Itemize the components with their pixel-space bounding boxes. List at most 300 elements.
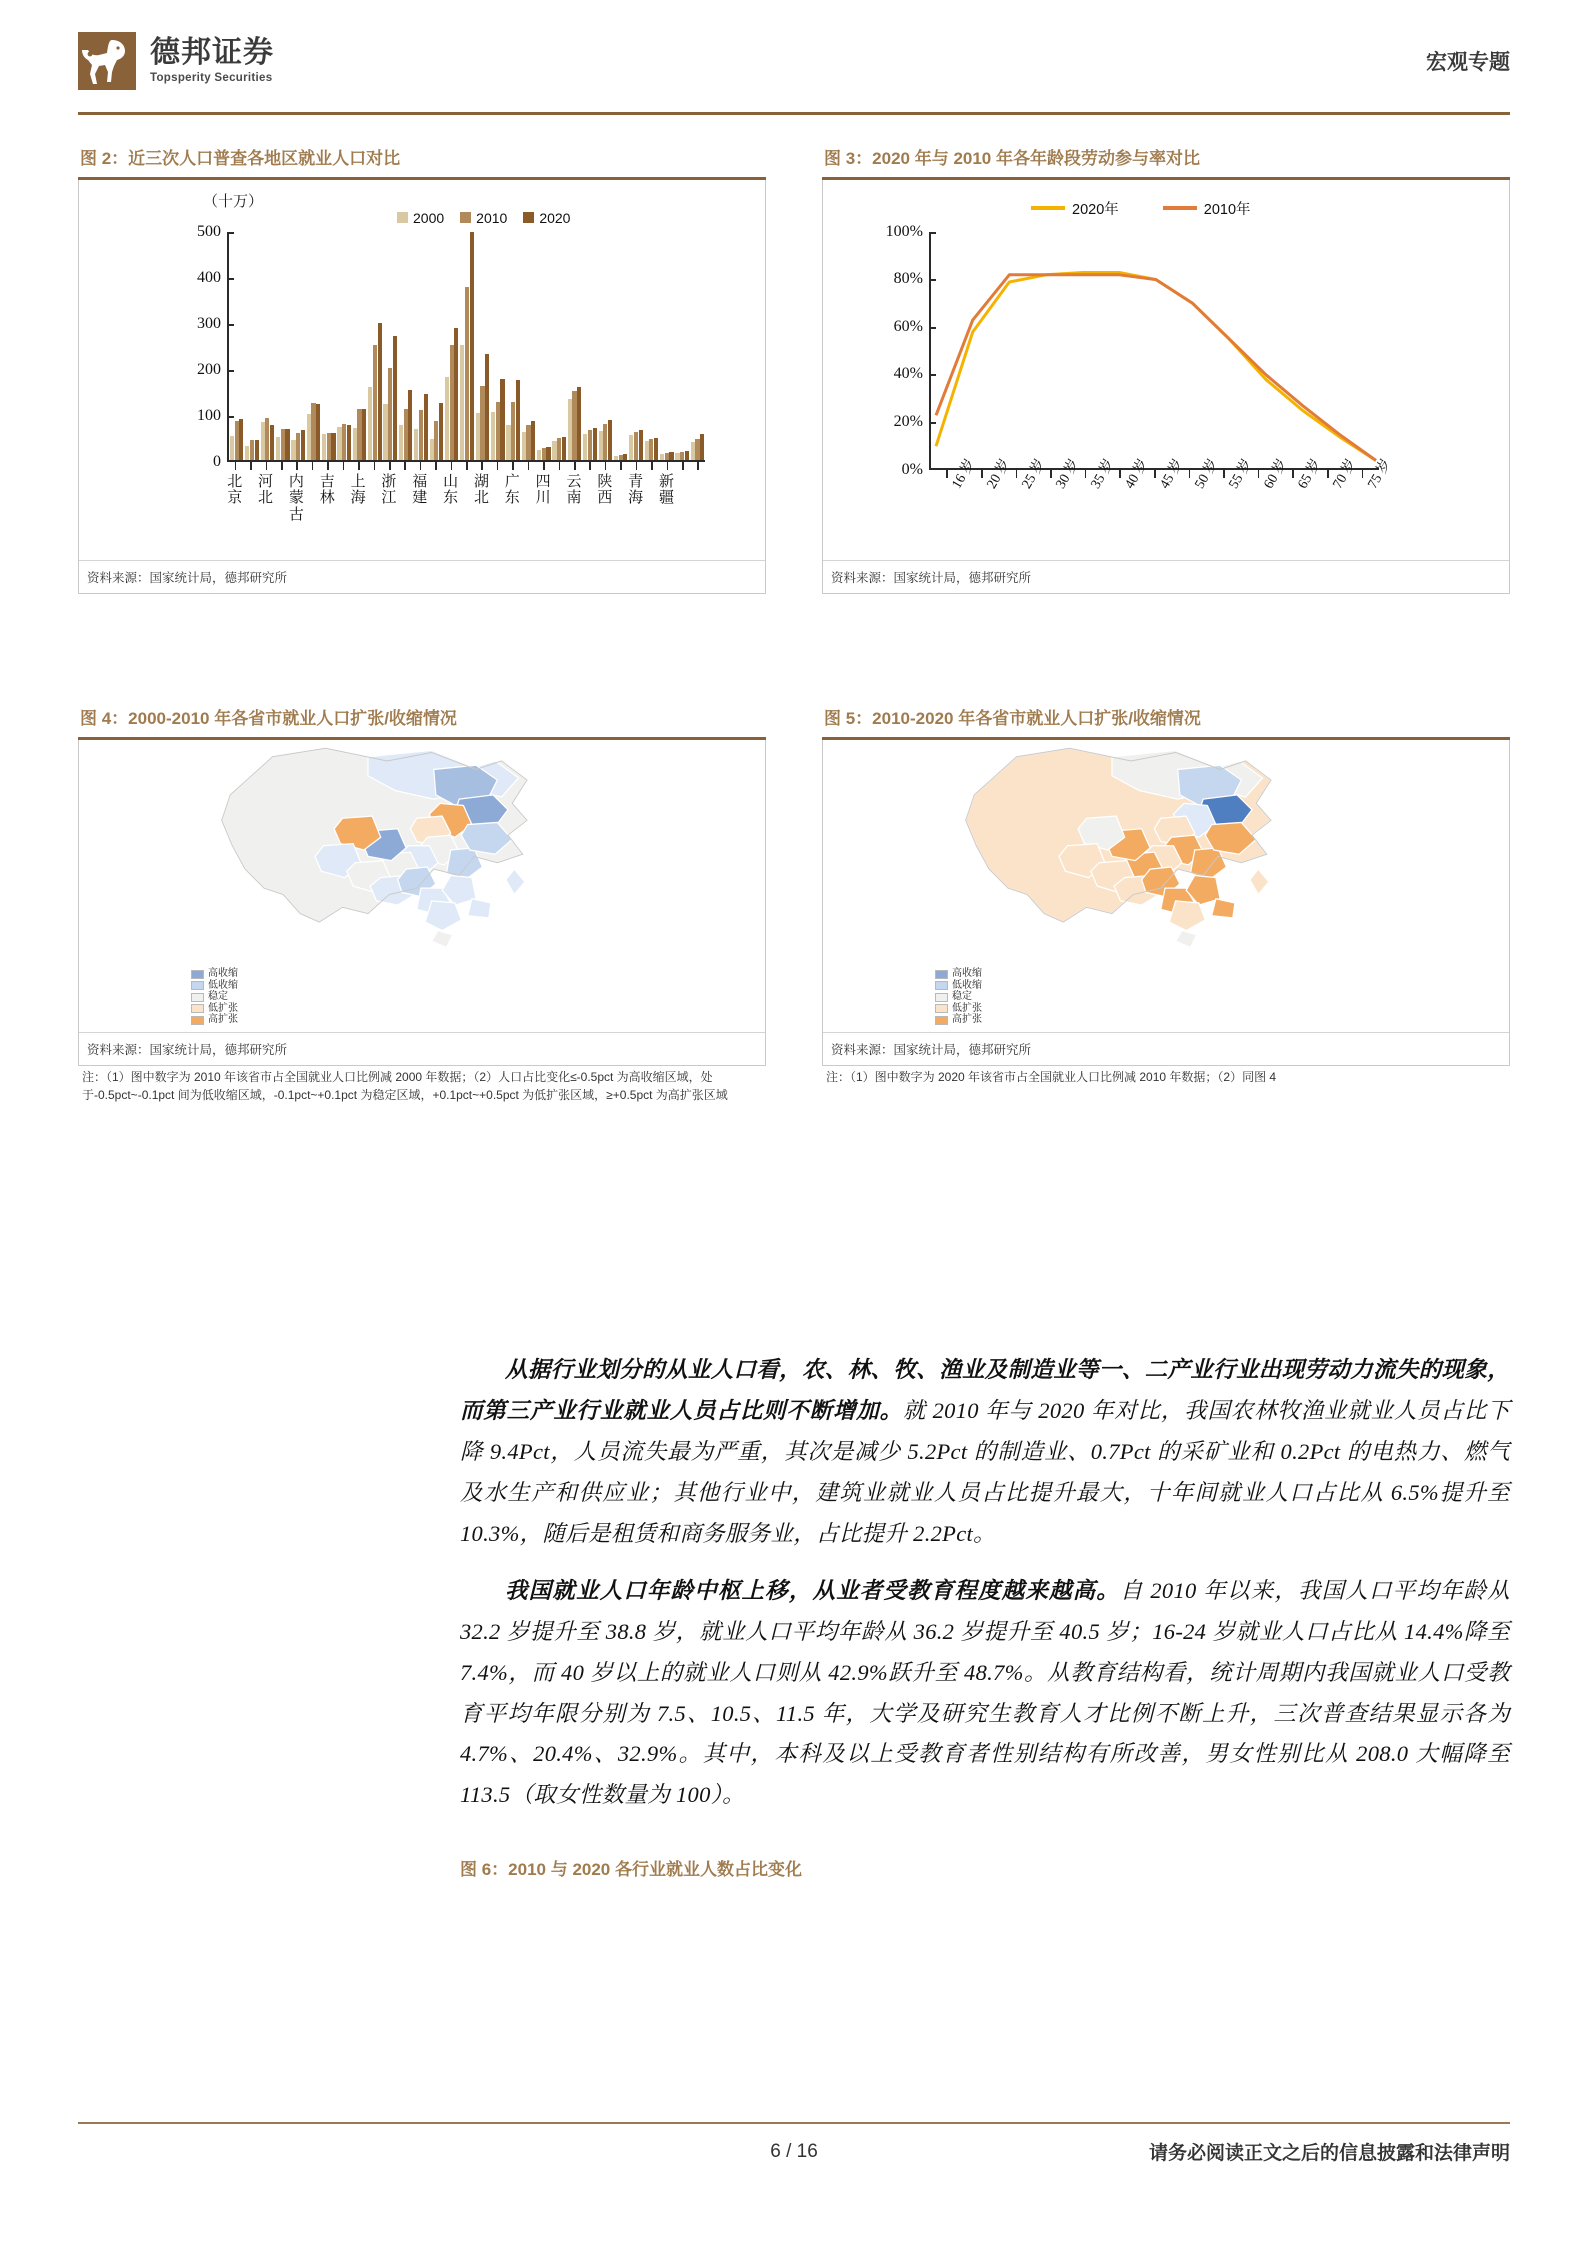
map-legend-label: 低收缩	[208, 979, 238, 991]
map-legend-swatch-icon	[935, 981, 948, 990]
bar-x-label-char: 南	[566, 490, 582, 507]
map-legend-fig5	[935, 969, 982, 1026]
bar-2020	[285, 429, 289, 459]
bar-x-tick	[273, 462, 288, 470]
bar-2000	[291, 440, 295, 459]
bar-2020	[331, 433, 335, 460]
bar-x-tick	[628, 462, 643, 470]
bar-2000	[629, 435, 633, 460]
bar-2020	[531, 421, 535, 460]
bar-x-tick	[474, 462, 489, 470]
bar-2000	[368, 387, 372, 460]
bar-2020	[608, 420, 612, 460]
bar-x-label-slot	[227, 474, 242, 524]
map-legend-label: 高收缩	[952, 968, 982, 979]
bar-y-tick-label: 100	[197, 406, 221, 424]
bar-group	[352, 232, 367, 460]
bar-2020	[562, 437, 566, 460]
line-y-tick-label: 0%	[901, 460, 923, 478]
legend-swatch-icon	[397, 212, 408, 223]
bar-group	[659, 232, 674, 460]
bar-2000	[645, 441, 649, 459]
map-legend-item	[935, 969, 982, 980]
bar-x-label-char: 内	[288, 473, 304, 490]
bar-x-tick	[427, 462, 442, 470]
page-header	[78, 22, 1510, 100]
bar-2020	[255, 440, 259, 460]
bar-group	[383, 232, 398, 460]
map-legend-swatch-icon	[191, 970, 204, 979]
bar-2000	[353, 428, 357, 459]
bar-y-tick-label: 0	[213, 452, 221, 470]
paragraph-1-lead: 从据行业划分的从业人口看，农、林、牧、渔业及制造业等一、二产业行业出现劳动力流失的现象，而第三产业行业就业人员占比则不断增加。	[460, 1357, 1510, 1423]
figure-5-source: 资料来源：国家统计局，德邦研究所	[823, 1032, 1509, 1065]
bar-chart-fig2	[79, 180, 765, 560]
bar-2020	[454, 328, 458, 460]
bar-x-tick	[227, 462, 242, 470]
bar-x-label-char: 上	[350, 473, 366, 490]
bar-x-label-slot	[289, 474, 304, 524]
bar-group	[644, 232, 659, 460]
bar-2010	[680, 452, 684, 459]
line-chart-x-axis-labels	[929, 456, 1394, 542]
bar-x-tick	[597, 462, 612, 470]
bar-2020	[593, 428, 597, 459]
bar-2000	[245, 446, 249, 460]
bar-group	[598, 232, 613, 460]
bar-chart-series-groups	[229, 232, 705, 460]
bar-2020	[639, 430, 643, 459]
map-legend-swatch-icon	[935, 993, 948, 1002]
bar-2020	[316, 404, 320, 459]
bar-2010	[434, 421, 438, 459]
brand-name-cn: 德邦证券	[150, 35, 274, 69]
bar-group	[306, 232, 321, 460]
bar-group	[552, 232, 567, 460]
bar-2020	[408, 390, 412, 460]
bar-x-label-slot	[489, 474, 504, 524]
bar-x-label-slot	[304, 474, 319, 524]
bar-2000	[307, 414, 311, 459]
bar-group	[459, 232, 474, 460]
bar-x-label-slot	[443, 474, 458, 524]
figure-5-title: 图 5：2010-2020 年各省市就业人口扩张/收缩情况	[824, 709, 1201, 728]
map-legend-item	[935, 1004, 982, 1015]
bar-x-tick	[412, 462, 427, 470]
bar-x-label-slot	[350, 474, 365, 524]
bar-x-label-char: 福	[412, 473, 428, 490]
map-legend-swatch-icon	[935, 1004, 948, 1013]
figure-2	[78, 140, 766, 594]
figure-2-body	[78, 180, 766, 594]
bar-chart-x-axis-labels	[227, 474, 705, 524]
bar-x-tick	[551, 462, 566, 470]
bar-2020	[654, 438, 658, 459]
bar-x-label-char: 蒙	[288, 490, 304, 507]
bar-x-label-slot	[458, 474, 473, 524]
bar-2000	[276, 437, 280, 460]
bar-2010	[373, 345, 377, 460]
bar-x-label-slot	[242, 474, 257, 524]
line-series-2010年	[936, 274, 1376, 460]
bar-group	[321, 232, 336, 460]
bar-x-label-slot	[381, 474, 396, 524]
bar-x-tick	[520, 462, 535, 470]
china-map-svg-fig5	[823, 740, 1511, 1032]
bar-legend-item-2010	[460, 210, 507, 226]
bar-2010	[588, 430, 592, 459]
bar-x-tick	[674, 462, 689, 470]
bar-legend-item-2000	[397, 210, 444, 226]
bar-x-label-char: 广	[504, 473, 520, 490]
bar-x-tick	[289, 462, 304, 470]
bar-2010	[649, 439, 653, 459]
bar-x-label-slot	[320, 474, 335, 524]
bar-x-tick	[242, 462, 257, 470]
line-x-tick-label: 50 岁	[1192, 456, 1221, 491]
line-x-label-slot	[929, 456, 979, 542]
map-legend-item	[191, 1015, 238, 1026]
bar-2010	[250, 440, 254, 459]
bar-2020	[378, 323, 382, 459]
bar-x-tick	[505, 462, 520, 470]
bar-y-tick-label: 200	[197, 360, 221, 378]
bar-2010	[619, 455, 623, 460]
bar-2000	[614, 456, 618, 460]
bar-group	[275, 232, 290, 460]
map-legend-label: 高收缩	[208, 968, 238, 979]
leopard-logo-icon	[78, 32, 136, 90]
bar-2000	[537, 450, 541, 459]
legend-line-icon	[1163, 206, 1197, 210]
footer-divider	[78, 2122, 1510, 2124]
bar-2000	[599, 431, 603, 460]
bar-x-label-slot	[412, 474, 427, 524]
bar-2020	[685, 451, 689, 459]
bar-x-label-slot	[582, 474, 597, 524]
bar-x-tick	[366, 462, 381, 470]
bar-2020	[393, 336, 397, 459]
line-x-tick-label: 20 岁	[984, 456, 1014, 491]
bar-group	[690, 232, 705, 460]
bar-2010	[265, 418, 269, 459]
bar-x-label-char: 江	[381, 490, 397, 507]
bar-2010	[281, 429, 285, 460]
bar-x-tick	[566, 462, 581, 470]
bar-x-label-slot	[628, 474, 643, 524]
map-legend-swatch-icon	[935, 1016, 948, 1025]
bar-group	[337, 232, 352, 460]
legend-label: 2020	[539, 209, 571, 226]
bar-x-label-char: 北	[473, 490, 489, 507]
line-x-tick-label: 40 岁	[1122, 456, 1152, 491]
bar-x-label-char: 古	[288, 507, 304, 524]
bar-y-tick-label: 400	[197, 268, 221, 286]
legend-label: 2020年	[1072, 201, 1119, 218]
line-series-2020年	[936, 272, 1376, 460]
paragraph-1	[460, 1350, 1510, 1555]
bar-2020	[424, 394, 428, 459]
bar-x-label-char: 北	[258, 490, 274, 507]
line-x-tick-label: 75 岁	[1365, 456, 1394, 491]
bar-2010	[634, 432, 638, 460]
bar-2000	[491, 412, 495, 460]
map-legend-swatch-icon	[191, 981, 204, 990]
figure-3-source: 资料来源：国家统计局，德邦研究所	[823, 560, 1509, 593]
bar-2000	[337, 427, 341, 459]
bar-x-tick	[335, 462, 350, 470]
china-map-svg-fig4	[79, 740, 767, 1032]
legend-label: 2010	[476, 209, 508, 226]
bar-group	[290, 232, 305, 460]
legend-label: 2000	[413, 209, 445, 226]
bar-x-label-char: 建	[412, 490, 428, 507]
map-legend-label: 稳定	[208, 991, 228, 1002]
bar-2000	[322, 434, 326, 459]
line-x-tick-label: 60 岁	[1261, 456, 1290, 491]
bar-2020	[347, 425, 351, 460]
map-legend-swatch-icon	[935, 970, 948, 979]
bar-group	[229, 232, 244, 460]
figure-2-title: 图 2：近三次人口普查各地区就业人口对比	[80, 149, 401, 168]
bar-2010	[496, 402, 500, 459]
bar-x-label-slot	[690, 474, 705, 524]
paragraph-1-rest: 就 2010 年与 2020 年对比，我国农林牧渔业就业人员占比下降 9.4Pct，人员流失最为严重，其次是减少 5.2Pct 的制造业、0.7Pct 的采矿业和 0.2Pct 的电热力、燃气及水生产和供应业；其他行业中，建筑业就业人员占比提升最大，十年间就业人口占比从 6.5%提升至 10.3%，随后是租赁和商务服务业，占比提升 2.2Pct。	[460, 1397, 1510, 1546]
bar-2000	[414, 429, 418, 459]
brand-name-en: Topsperity Securities	[150, 71, 273, 84]
brand-logo	[78, 32, 274, 90]
bar-x-label-char: 青	[628, 473, 644, 490]
bar-group	[613, 232, 628, 460]
bar-2010	[542, 448, 546, 459]
line-chart-y-axis-labels	[853, 222, 923, 478]
bar-y-tick-label: 300	[197, 314, 221, 332]
bar-2010	[526, 425, 530, 459]
bar-2010	[465, 287, 469, 460]
bar-2000	[230, 436, 234, 460]
bar-2010	[235, 421, 239, 459]
bar-group	[582, 232, 597, 460]
header-divider	[78, 112, 1510, 115]
figure-5-body	[822, 740, 1510, 1066]
bar-x-label-char: 湖	[473, 473, 489, 490]
bar-x-label-slot	[597, 474, 612, 524]
bar-2010	[327, 433, 331, 460]
line-x-tick-label: 16 岁	[949, 456, 979, 491]
bar-2010	[695, 439, 699, 459]
bar-group	[398, 232, 413, 460]
line-x-tick-label: 45 岁	[1157, 456, 1187, 491]
figure-4	[78, 700, 766, 1105]
bar-2010	[450, 345, 454, 459]
bar-2020	[623, 454, 627, 460]
bar-2000	[476, 413, 480, 460]
bar-group	[260, 232, 275, 460]
bar-legend-item-2020	[523, 210, 570, 226]
bar-x-tick	[582, 462, 597, 470]
bar-x-label-slot	[643, 474, 658, 524]
bar-x-label-char: 东	[504, 490, 520, 507]
map-legend-item	[191, 992, 238, 1003]
map-legend-label: 稳定	[952, 991, 972, 1002]
bar-chart-y-axis-labels	[175, 224, 221, 470]
paragraph-2-lead: 我国就业人口年龄中枢上移，从业者受教育程度越来越高。	[505, 1577, 1120, 1603]
bar-2000	[583, 434, 587, 459]
bar-x-label-slot	[551, 474, 566, 524]
bar-2000	[383, 404, 387, 459]
figure-4-title: 图 4：2000-2010 年各省市就业人口扩张/收缩情况	[80, 709, 457, 728]
bar-x-label-char: 浙	[381, 473, 397, 490]
map-legend-label: 高扩张	[952, 1014, 982, 1025]
bar-x-label-slot	[674, 474, 689, 524]
bar-2020	[546, 447, 550, 460]
bar-x-tick	[690, 462, 705, 470]
line-x-tick-label: 55 岁	[1226, 456, 1256, 491]
line-x-tick-label: 35 岁	[1088, 456, 1117, 491]
map-legend-item	[191, 981, 238, 992]
china-map-fig5	[823, 740, 1509, 1032]
bar-x-label-char: 河	[258, 473, 274, 490]
bar-x-label-slot	[520, 474, 535, 524]
line-y-tick-label: 60%	[893, 317, 923, 335]
bar-group	[521, 232, 536, 460]
bar-x-label-slot	[427, 474, 442, 524]
bar-2000	[691, 442, 695, 459]
bar-x-tick	[258, 462, 273, 470]
bar-x-tick	[304, 462, 319, 470]
bar-x-label-slot	[659, 474, 674, 524]
bar-x-tick	[489, 462, 504, 470]
paragraph-2-rest: 自 2010 年以来，我国人口平均年龄从 32.2 岁提升至 38.8 岁，就业人口平均年龄从 36.2 岁提升至 40.5 岁；16-24 岁就业人口占比从 14.4%降至 7.4%，而 40 岁以上的就业人口则从 42.9%跃升至 48.7%。从教育结构看，统计周期内我国就业人口受教育平均年限分别为 7.5、10.5、11.5 年，大学及研究生教育人才比例不断上升，三次普查结果显示各为 4.7%、20.4%、32.9%。其中，本科及以上受教育者性别结构有所改善，男女性别比从 208.0 大幅降至 113.5（取女性数量为 100）。	[460, 1577, 1510, 1808]
bar-x-label-char: 海	[628, 490, 644, 507]
figure-3	[822, 140, 1510, 594]
bar-group	[628, 232, 643, 460]
bar-chart-plot-area	[227, 232, 705, 462]
page-number: 6 / 16	[770, 2140, 818, 2162]
map-legend-fig4	[191, 969, 238, 1026]
bar-x-label-char: 东	[443, 490, 459, 507]
line-x-tick-label: 30 岁	[1053, 456, 1083, 491]
line-y-tick-label: 80%	[893, 270, 923, 288]
bar-x-label-slot	[474, 474, 489, 524]
bar-2010	[419, 410, 423, 460]
figure-4-body	[78, 740, 766, 1066]
line-x-tick-label: 65 岁	[1295, 456, 1325, 491]
paragraph-2	[460, 1571, 1510, 1817]
bar-x-tick	[643, 462, 658, 470]
bar-x-label-char: 山	[443, 473, 459, 490]
figure-2-source: 资料来源：国家统计局，德邦研究所	[79, 560, 765, 593]
figure-4-note: 注：（1）图中数字为 2010 年该省市占全国就业人口比例减 2000 年数据；（2）人口占比变化≤-0.5pct 为高收缩区域，处于-0.5pct~-0.1pct 间为低收缩区域，-0.1pct~+0.1pct 为稳定区域，+0.1pct~+0.5pct 为低扩张区域，≥+0.5pct 为高扩张区域	[82, 1069, 728, 1103]
bar-x-tick	[320, 462, 335, 470]
bar-x-tick	[443, 462, 458, 470]
china-map-fig4	[79, 740, 765, 1032]
map-legend-swatch-icon	[191, 1004, 204, 1013]
brand-text	[150, 35, 274, 85]
map-legend-label: 高扩张	[208, 1014, 238, 1025]
bar-group	[367, 232, 382, 460]
bar-group	[490, 232, 505, 460]
figure-4-source: 资料来源：国家统计局，德邦研究所	[79, 1032, 765, 1065]
bar-2010	[572, 391, 576, 460]
bar-2010	[511, 402, 515, 460]
bar-2010	[557, 438, 561, 459]
map-legend-item	[935, 992, 982, 1003]
line-legend-item-2020年	[1031, 198, 1119, 219]
bar-x-tick	[659, 462, 674, 470]
figure-3-body	[822, 180, 1510, 594]
map-legend-label: 低扩张	[208, 1002, 238, 1014]
bar-x-label-slot	[613, 474, 628, 524]
map-legend-label: 低收缩	[952, 979, 982, 991]
bar-x-label-char: 新	[659, 473, 675, 490]
bar-x-label-slot	[273, 474, 288, 524]
bar-chart-x-ticks	[227, 462, 705, 470]
body-text	[460, 1350, 1510, 1832]
bar-2010	[480, 386, 484, 460]
bar-2000	[568, 399, 572, 460]
line-chart-legend	[1031, 198, 1251, 219]
map-legend-swatch-icon	[191, 1016, 204, 1025]
bar-group	[444, 232, 459, 460]
bar-2020	[362, 409, 366, 460]
line-chart-series-svg	[931, 232, 1381, 470]
figure-5	[822, 700, 1510, 1086]
bar-x-label-char: 陕	[597, 473, 613, 490]
figure-3-title: 图 3：2020 年与 2010 年各年龄段劳动参与率对比	[824, 149, 1200, 168]
bar-2020	[239, 419, 243, 459]
bar-2010	[296, 433, 300, 460]
bar-2000	[660, 454, 664, 460]
legend-swatch-icon	[460, 212, 471, 223]
bar-x-tick	[397, 462, 412, 470]
bar-x-tick	[381, 462, 396, 470]
bar-x-label-char: 云	[566, 473, 582, 490]
line-y-tick-label: 100%	[885, 222, 923, 240]
bar-2010	[665, 453, 669, 459]
bar-group	[475, 232, 490, 460]
bar-group	[244, 232, 259, 460]
bar-x-tick	[535, 462, 550, 470]
bar-2020	[301, 430, 305, 459]
bar-2020	[577, 387, 581, 460]
bar-2000	[430, 439, 434, 460]
bar-2000	[399, 425, 403, 459]
bar-2000	[675, 453, 679, 459]
map-legend-item	[935, 981, 982, 992]
line-y-tick-label: 20%	[893, 412, 923, 430]
bar-x-label-char: 林	[319, 490, 335, 507]
bar-x-label-char: 北	[227, 473, 243, 490]
bar-2000	[552, 441, 556, 459]
bar-x-label-char: 京	[227, 490, 243, 507]
legend-swatch-icon	[523, 212, 534, 223]
bar-x-label-slot	[566, 474, 581, 524]
map-legend-item	[935, 1015, 982, 1026]
figure-5-note: 注：（1）图中数字为 2020 年该省市占全国就业人口比例减 2010 年数据；（2）同图 4	[826, 1069, 1277, 1084]
page-footer	[78, 2138, 1510, 2165]
bar-2020	[669, 452, 673, 459]
bar-2020	[470, 232, 474, 459]
bar-group	[536, 232, 551, 460]
header-section-label: 宏观专题	[1426, 51, 1510, 74]
bar-2000	[261, 422, 265, 460]
bar-x-label-char: 疆	[659, 490, 675, 507]
bar-2010	[357, 409, 361, 460]
bar-2020	[270, 425, 274, 460]
bar-chart-legend	[397, 210, 570, 226]
figure-6-title: 图 6：2010 与 2020 各行业就业人数占比变化	[460, 1860, 802, 1879]
